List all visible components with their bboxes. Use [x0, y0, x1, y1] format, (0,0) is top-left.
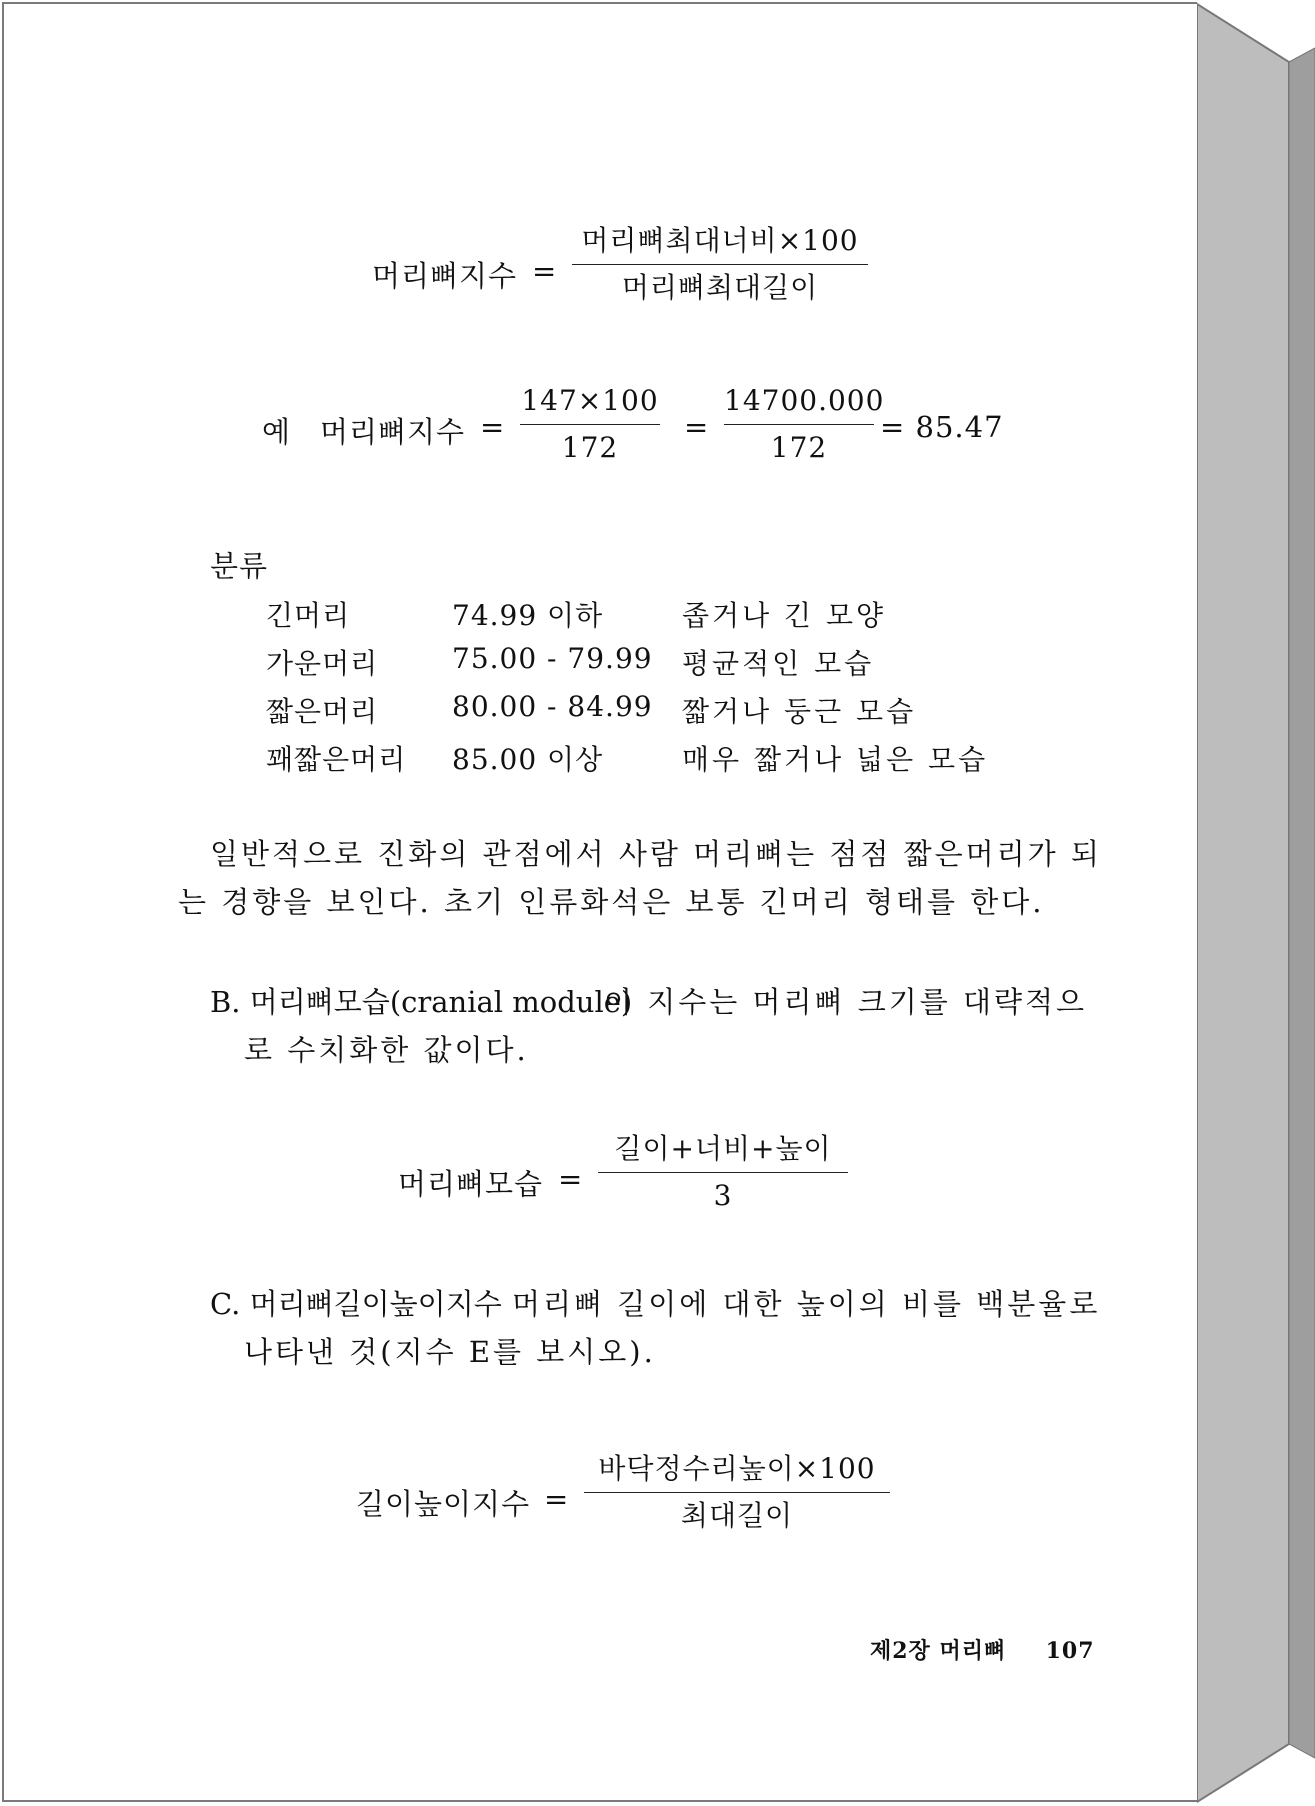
class-range: 74.99 이하	[452, 599, 604, 632]
example-fraction2	[724, 384, 885, 465]
section-b-text1: 이 지수는 머리뼈 크기를 대략적으	[604, 985, 1088, 1019]
example-result: = 85.47	[880, 410, 1004, 444]
formula1-lhs: 머리뼈지수	[372, 259, 518, 293]
example-fraction1	[520, 384, 660, 465]
formula1-numerator: 머리뼈최대너비×100	[581, 224, 859, 257]
formula2-denominator: 3	[713, 1179, 733, 1212]
formula3-lhs: 길이높이지수	[356, 1487, 531, 1521]
formula2-numerator: 길이+너비+높이	[614, 1132, 832, 1165]
fraction-bar	[724, 424, 874, 425]
class-range: 80.00 - 84.99	[452, 690, 653, 723]
example-equals2: =	[684, 410, 709, 444]
class-range: 85.00 이상	[452, 743, 604, 776]
page-number: 107	[1045, 1638, 1095, 1664]
formula3-fraction	[584, 1452, 890, 1533]
example-num1: 147×100	[521, 384, 659, 417]
class-range: 75.00 - 79.99	[452, 642, 653, 675]
class-desc: 좁거나 긴 모양	[682, 599, 887, 632]
section-c-label: C. 머리뼈길이높이지수	[210, 1287, 502, 1321]
paragraph-line1: 일반적으로 진화의 관점에서 사람 머리뼈는 점점 짧은머리가 되	[210, 837, 1102, 871]
classification-row	[266, 594, 350, 634]
section-c-text2: 나타낸 것(지수 E를 보시오).	[244, 1335, 656, 1369]
book-spine-edge	[1197, 0, 1315, 1806]
fraction-bar	[598, 1172, 848, 1173]
class-name: 짧은머리	[266, 695, 379, 728]
classification-row	[266, 690, 378, 730]
formula3-denominator: 최대길이	[680, 1499, 794, 1532]
class-name: 긴머리	[266, 599, 351, 632]
book-page	[2, 2, 1197, 1802]
section-b-label: B. 머리뼈모습(cranial module)	[210, 985, 633, 1019]
class-desc: 매우 짧거나 넓은 모습	[682, 743, 989, 776]
formula3-equals: =	[544, 1482, 569, 1516]
example-den2: 172	[770, 431, 828, 464]
fraction-bar	[584, 1492, 890, 1493]
running-footer	[870, 1634, 1095, 1665]
classification-row	[266, 642, 378, 682]
section-c-text1: 머리뼈 길이에 대한 높이의 비를 백분율로	[512, 1287, 1101, 1321]
section-b-text2: 로 수치화한 값이다.	[244, 1033, 529, 1067]
example-equals1: =	[480, 410, 505, 444]
class-name: 꽤짧은머리	[266, 743, 407, 776]
class-desc: 짧거나 둥근 모습	[682, 695, 917, 728]
formula3-numerator: 바닥정수리높이×100	[598, 1452, 876, 1485]
fraction-bar	[520, 424, 660, 425]
formula1-denominator: 머리뼈최대길이	[621, 271, 819, 304]
example-prefix: 예	[262, 415, 292, 449]
formula2-fraction	[598, 1132, 848, 1213]
formula2-lhs: 머리뼈모습	[398, 1167, 544, 1201]
classification-row	[266, 738, 406, 778]
footer-chapter: 제2장 머리뼈	[870, 1638, 1007, 1664]
example-den1: 172	[561, 431, 619, 464]
formula1-equals: =	[532, 254, 557, 288]
classification-heading: 분류	[210, 549, 269, 583]
class-name: 가운머리	[266, 647, 379, 680]
paragraph-line2: 는 경향을 보인다. 초기 인류화석은 보통 긴머리 형태를 한다.	[178, 885, 1045, 919]
formula2-equals: =	[558, 1162, 583, 1196]
fraction-bar	[572, 264, 868, 265]
class-desc: 평균적인 모습	[682, 647, 875, 680]
example-lhs: 머리뼈지수	[320, 415, 466, 449]
example-num2: 14700.000	[724, 384, 885, 417]
formula1-fraction	[572, 224, 868, 305]
